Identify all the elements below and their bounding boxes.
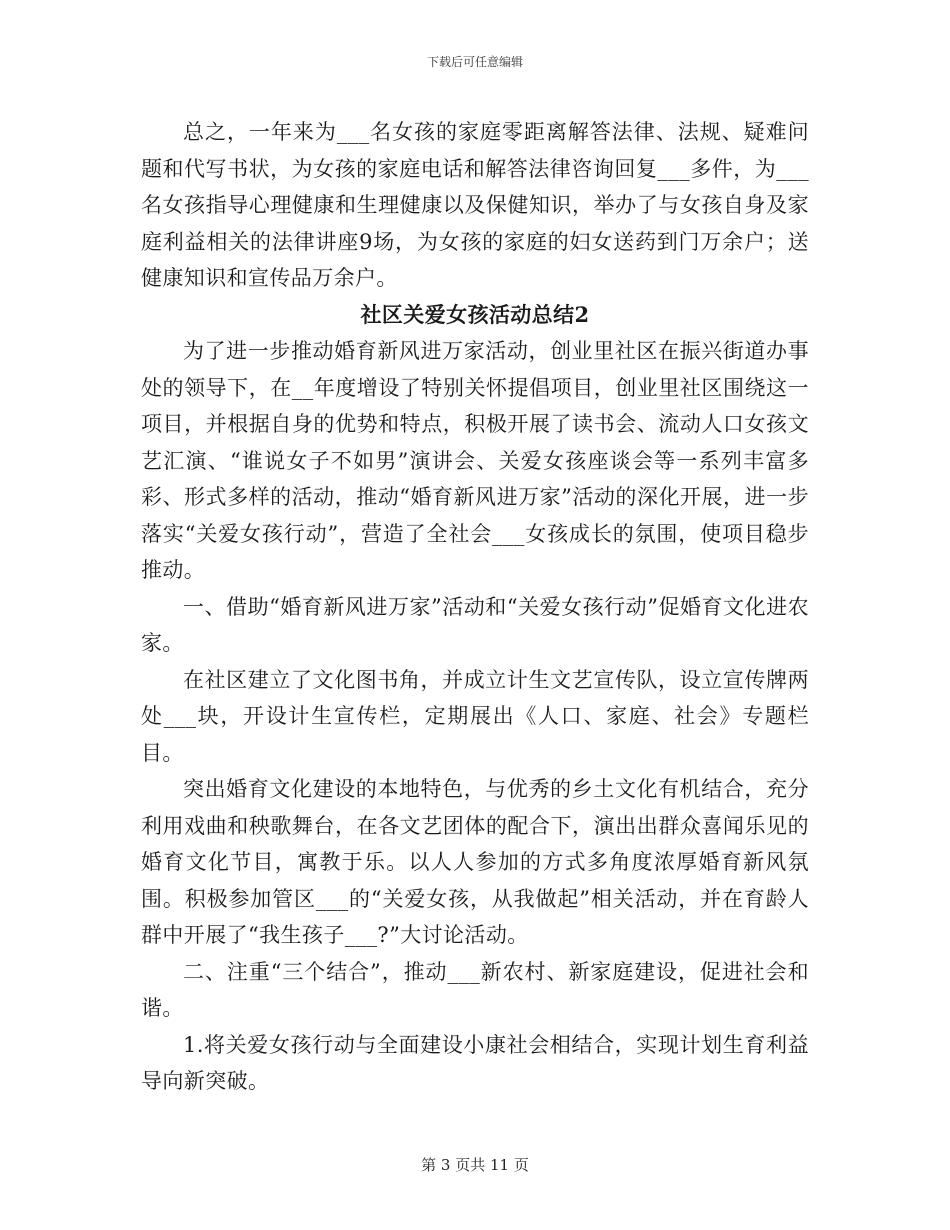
paragraph-heading-one: 一、借助“婚育新风进万家”活动和“关爱女孩行动”促婚育文化进农家。 (141, 594, 809, 655)
paragraph-culture: 突出婚育文化建设的本地特色，与优秀的乡土文化有机结合，充分利用戏曲和秧歌舞台，在各文艺团体的配合下，演出出群众喜闻乐见的婚育文化节目，寓教于乐。以人人参加的方式多角度浓厚婚育新风氛围。积极参加管区___的“关爱女孩，从我做起”相关活动，并在育龄人群中开展了“我生孩子___?”大讨论活动。 (141, 777, 809, 947)
paragraph-summary: 总之，一年来为___名女孩的家庭零距离解答法律、法规、疑难问题和代写书状，为女孩的家庭电话和解答法律咨询回复___多件，为___名女孩指导心理健康和生理健康以及保健知识，举办了与女孩自身及家庭利益相关的法律讲座9场，为女孩的家庭的妇女送药到门万余户；送健康知识和宣传品万余户。 (141, 120, 809, 290)
section-title: 社区关爱女孩活动总结2 (360, 301, 590, 327)
paragraph-intro: 为了进一步推动婚育新风进万家活动，创业里社区在振兴街道办事处的领导下，在__年度增设了特别关怀提倡项目，创业里社区围绕这一项目，并根据自身的优势和特点，积极开展了读书会、流动人口女孩文艺汇演、“谁说女子不如男”演讲会、关爱女孩座谈会等一系列丰富多彩、形式多样的活动，推动“婚育新风进万家”活动的深化开展，进一步落实“关爱女孩行动”，营造了全社会___女孩成长的氛围，使项目稳步推动。 (141, 339, 809, 582)
document-body (141, 114, 809, 1100)
page-footer: 第 3 页共 11 页 (421, 1156, 529, 1174)
paragraph-heading-two: 二、注重“三个结合”，推动___新农村、新家庭建设，促进社会和谐。 (141, 959, 809, 1020)
paragraph-library: 在社区建立了文化图书角，并成立计生文艺宣传队，设立宣传牌两处___块，开设计生宣传栏，定期展出《人口、家庭、社会》专题栏目。 (141, 667, 809, 765)
paragraph-item-one: 1.将关爱女孩行动与全面建设小康社会相结合，实现计划生育利益导向新突破。 (141, 1032, 809, 1093)
page-header: 下载后可任意编辑 (426, 55, 523, 69)
